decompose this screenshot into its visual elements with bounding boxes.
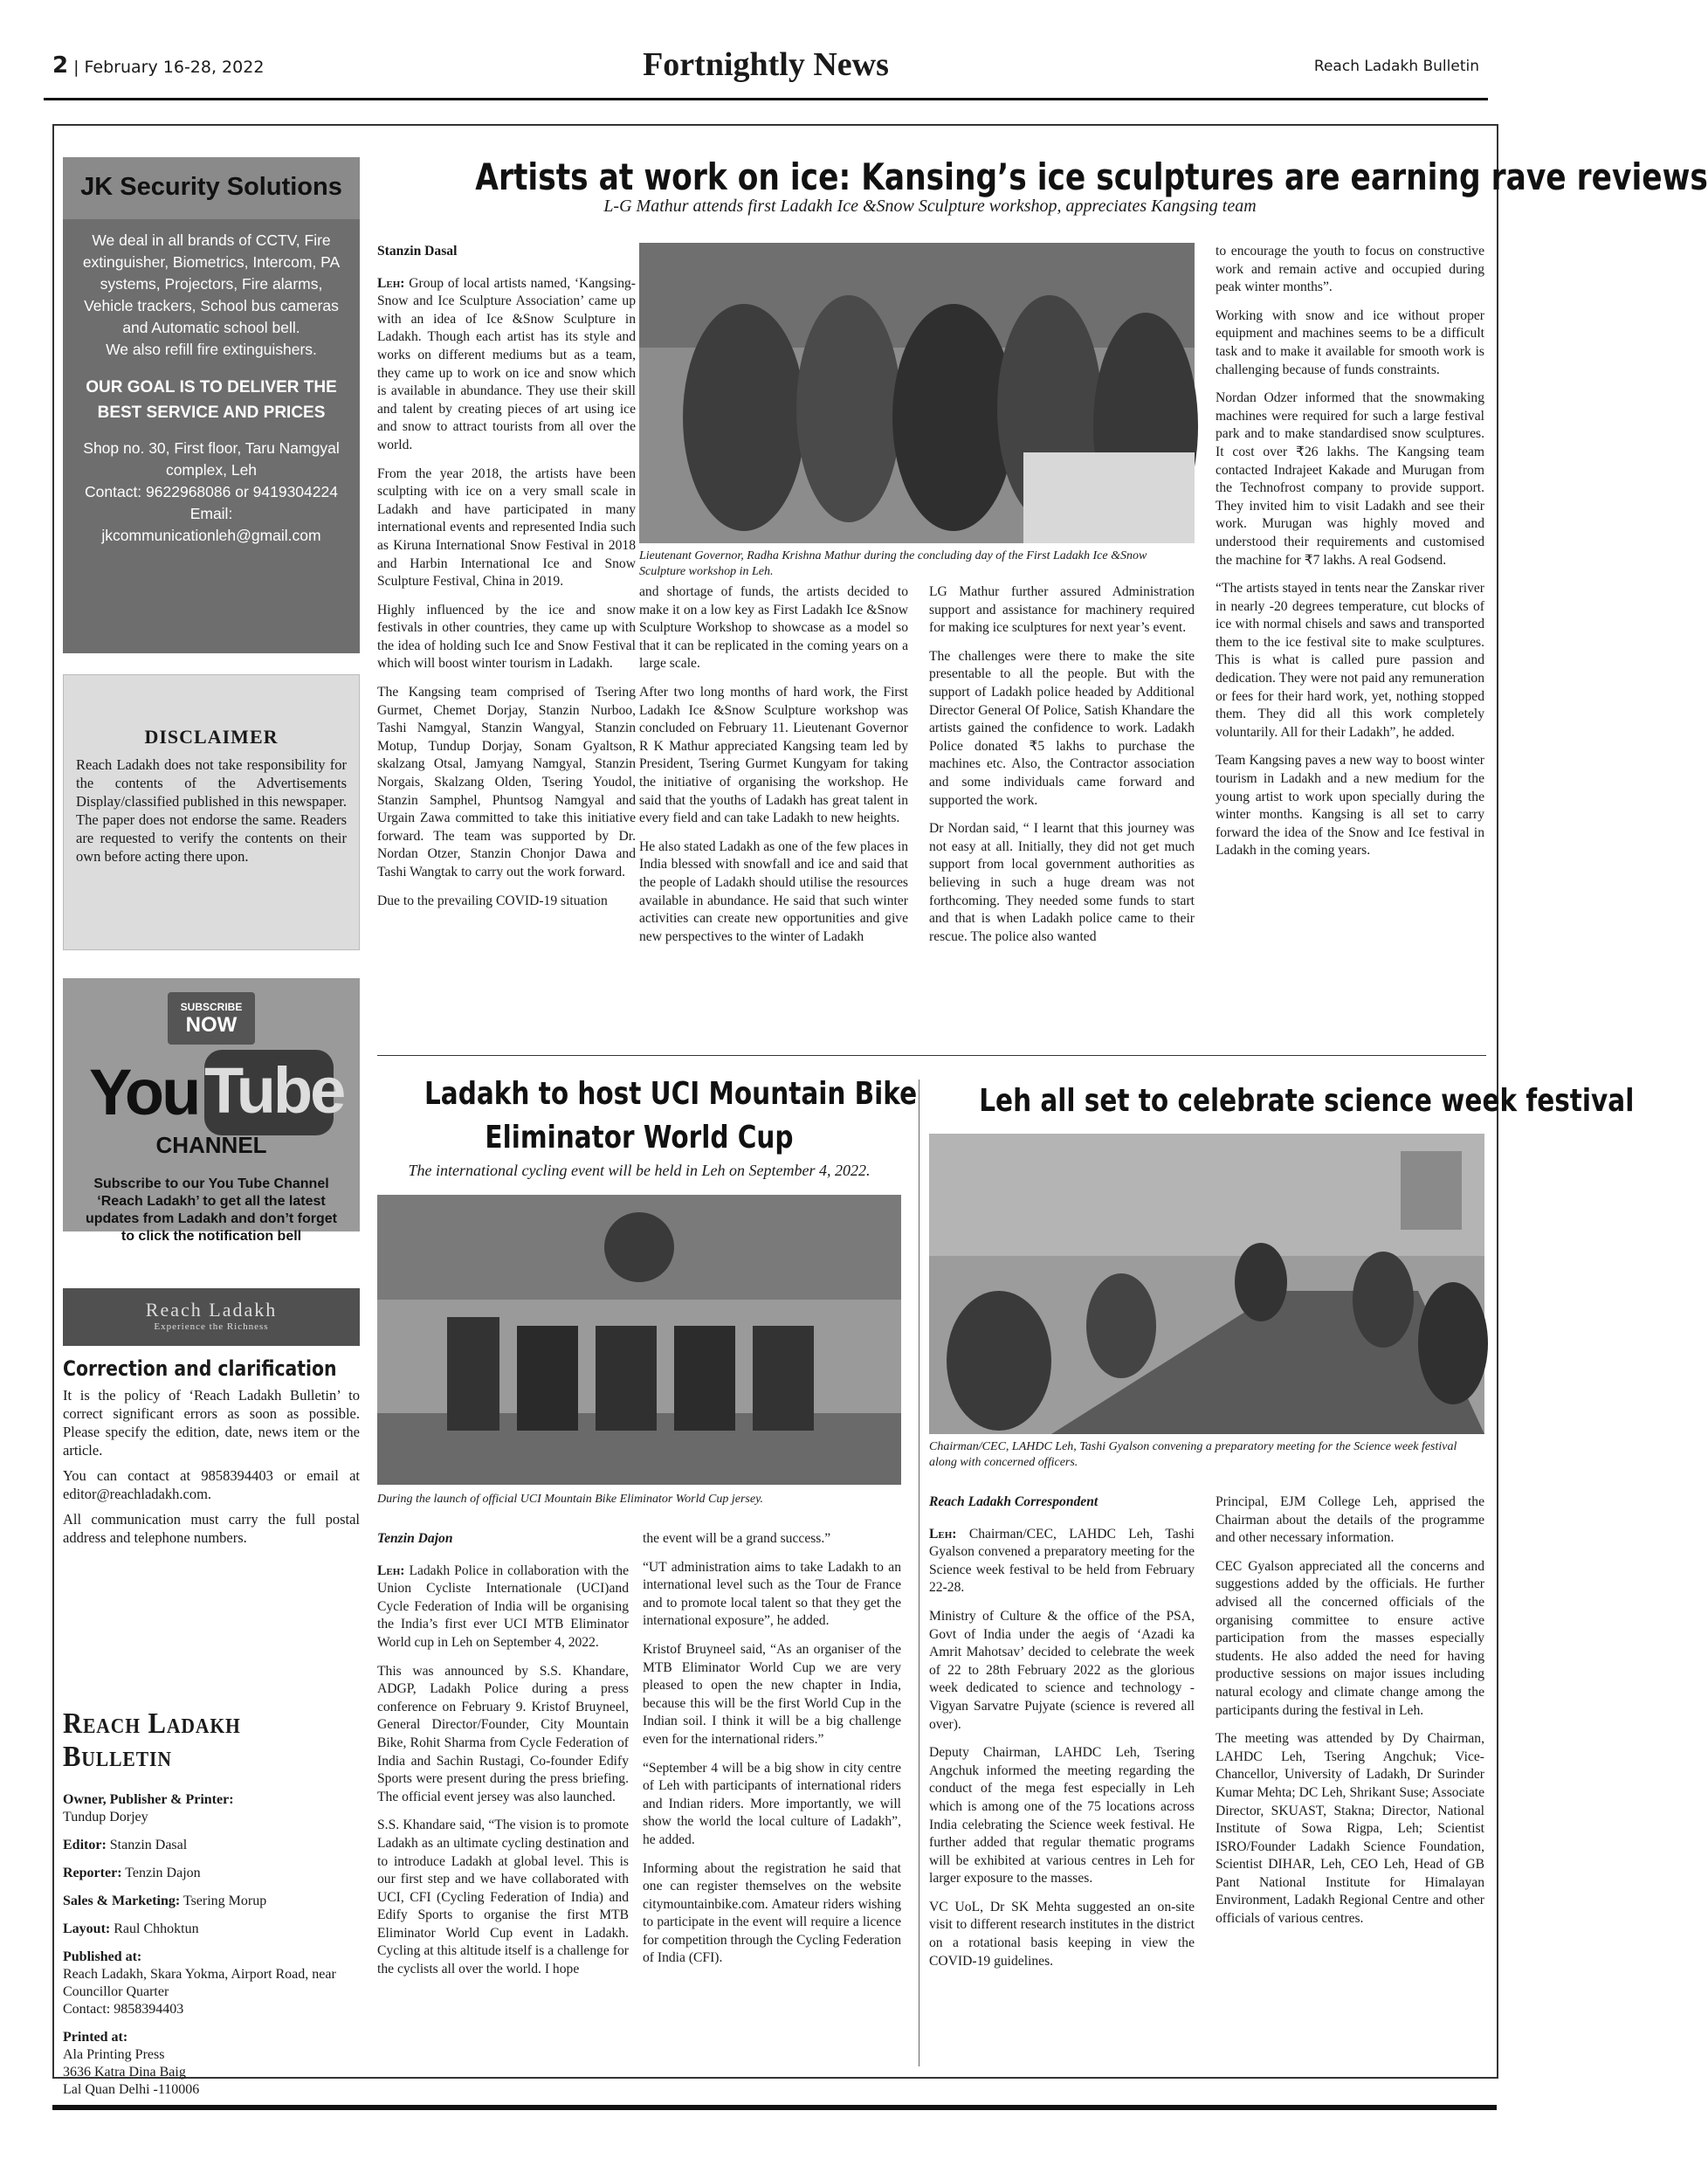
issue-date: | February 16-28, 2022 [73,58,265,77]
article1-c1p2: From the year 2018, the artists have been sculpting with ice on a very small scale in Ladakh and have participated in many international events and represented India such as Kiruna International Snow Festival in 2018 and Harbin International Ice and Snow Sculpture Festival, China in 2019. [377,466,636,590]
article2-photo-caption: During the launch of official UCI Mountain Bike Eliminator World Cup jersey. [377,1493,764,1506]
article1-c4p1: to encourage the youth to focus on constructive work and remain active and occupied during peak winter months”. [1216,244,1484,295]
article1-c1p3: Highly influenced by the ice and snow festivals in other countries, they came up with the idea of holding such Ice and Snow Festival which will boost winter tourism in Ladakh. [377,602,636,672]
uci-jersey-launch-photo [377,1195,901,1485]
article2-c2p4: “September 4 will be a big show in city centre of Leh with participants of international riders and Indian riders. More importantly, we will show the world the local culture of Ladakh”, he added. [643,1760,901,1847]
correction-p1: It is the policy of ‘Reach Ladakh Bulletin’ to correct significant errors as soon as possible. Please specify the edition, date, news item or the article. [63,1387,360,1459]
printed-1: Ala Printing Press [63,2047,165,2062]
editor: Stanzin Dasal [109,1838,188,1852]
article1-col2 [639,583,908,956]
article3-photo-caption: Chairman/CEC, LAHDC Leh, Tashi Gyalson convening a preparatory meeting for the Science week festival along with concerned officers. [929,1440,1457,1469]
article2-c1p3: S.S. Khandare said, “The vision is to promote Ladakh as an ultimate cycling destination and to introduce Ladakh at global level. This is our first step and we have collaborated with UCI, CFI (Cycling Federation of India) and Edify Sports to organise the first MTB Eliminator World Cup event in Ladakh. Cycling at this altitude itself is a challenge for the cyclists all over the world. I hope [377,1818,629,1977]
article1-c4p2: Working with snow and ice without proper equipment and machines seems to be a difficult task and to make it available for smooth work is challenging because of funds constraints. [1216,307,1484,377]
disclaimer-title: DISCLAIMER [144,726,279,748]
correction-title: Correction and clarification [63,1356,337,1381]
youtube-logo-tube: Tube [204,1050,334,1135]
article3-c1p2: Ministry of Culture & the office of the PSA, Govt of India under the aegis of ‘Azadi ka Amrit Mahotsav’ decided to celebrate the week of 22 to 28th February 2022 as the glorious week dedicated to science and technology - Vigyan Sarvatre Pujyate (science is revered all over). [929,1608,1195,1732]
reporter-label: Reporter: [63,1866,122,1880]
sales: Tsering Morup [183,1894,267,1908]
article1-c1p5: Due to the prevailing COVID-19 situation [377,893,608,908]
article1-dateline: Leh: [377,275,405,291]
article2-dateline: Leh: [377,1562,405,1578]
article1-byline: Stanzin Dasal [377,244,458,259]
youtube-ad-text: Subscribe to our You Tube Channel ‘Reach Ladakh’ to get all the latest updates from Ladakh and don’t forget to click the notification bell [85,1176,337,1244]
article-divider [377,1055,1486,1056]
article3-c2p1: Principal, EJM College Leh, apprised the Chairman about the details of the programme and other necessary information. [1216,1494,1484,1546]
article1-photo-caption: Lieutenant Governor, Radha Krishna Mathur during the concluding day of the First Ladakh Ice &Snow Sculpture workshop in Leh. [639,549,1147,578]
article1-photo [639,243,1195,543]
printed-3: Lal Quan Delhi -110006 [63,2082,200,2097]
layout-label: Layout: [63,1921,111,1936]
article3-dateline: Leh: [929,1526,957,1542]
footer-rule [52,2105,1497,2110]
article1-c3p2: The challenges were there to make the site presentable to all the people. But with the support of Ladakh police headed by Additional Director General Of Police, Satish Khandare the artists gained the confidence to work. Ladakh Police donated ₹5 lakhs to purchase the machines etc. Also, the Contractor association and some individuals came forward and supported the work. [929,648,1195,808]
article3-photo [929,1134,1484,1434]
ad-email-label: Email: [189,505,233,522]
article1-c3p1: LG Mathur further assured Administration support and assistance for machinery required for making ice sculptures for next year’s event. [929,584,1195,636]
article1-c4p4: “The artists stayed in tents near the Zanskar river in nearly -20 degrees temperature, cut blocks of ice with normal chisels and saws and transported them to the ice festival site to make sculptures. This is what is called pure passion and dedication. They were not paid any remuneration or fees for their hard work, yet, nothing stopped them. They did all this work completely voluntarily. All for their Ladakh”, he added. [1216,581,1484,740]
article3-c1p1: Chairman/CEC, LAHDC Leh, Tashi Gyalson convened a preparatory meeting for the Science week festival to be held from February 22-28. [929,1526,1195,1596]
correction-p3: All communication must carry the full postal address and telephone numbers. [63,1511,360,1546]
ad-title: JK Security Solutions [63,157,360,219]
layout-person: Raul Chhoktun [114,1921,199,1936]
article2-byline: Tenzin Dajon [377,1531,453,1546]
article2-c2p5: Informing about the registration he said that one can register themselves on the website citymountainbike.com. Amateur riders wishing to participate in the event will require a licence for competition through the Cycling Federation of India (CFI). [643,1860,901,1966]
printed-label: Printed at: [63,2030,128,2045]
ad-body: We deal in all brands of CCTV, Fire extinguisher, Biometrics, Intercom, PA systems, Projectors, Fire alarms, Vehicle trackers, School bus cameras and Automatic school bell. [82,231,341,336]
article1-c4p3: Nordan Odzer informed that the snowmaking machines were required for such a large festival park and to make standardised snow sculptures. It cost over ₹26 lakhs. The Kangsing team contacted Indrajeet Kakade and Murugan from the Technofrost company to provide support. They invited him to visit Ladakh and see their work. Murugan was highly moved and understood their requirements and customised the machine for ₹7 lakhs. A real Godsend. [1216,390,1484,568]
article1-c2p1: and shortage of funds, the artists decided to make it on a low key as First Ladakh Ice &Snow Sculpture Workshop to showcase as a model so that it can be replicated in the coming years on a large scale. [639,584,908,672]
article1-c4p5: Team Kangsing paves a new way to boost winter tourism in Ladakh and a new medium for the young artist to work upon specially during the winter months. Kangsing is all set to carry forward the idea of the Snow and Ice festival in Ladakh in the coming years. [1216,753,1484,859]
ad-address: Shop no. 30, First floor, Taru Namgyal complex, Leh [83,439,340,479]
logo-tagline: Experience the Richness [154,1321,269,1332]
article3-headline: Leh all set to celebrate science week festival [979,1083,1635,1119]
article2-c1p2: This was announced by S.S. Khandare, ADGP, Ladakh Police during a press conference on February 9. Kristof Bruyneel, General Director/Founder, City Mountain Bike, Rohit Sharma from Cycle Federation of India and Sachin Rustagi, Co-founder Edify Sports were present during the press briefing. The official event jersey was also launched. [377,1663,629,1804]
jk-security-ad [63,157,360,653]
article3-c2p2: CEC Gyalson appreciated all the concerns and suggestions added by the officials. He further advised all the concerned officials of the organising committee to ensure active participation from the masses especially students. He also added the need for having productive sessions on major issues including natural ecology and climate change among the participants during the festival in Leh. [1216,1558,1484,1718]
article2-c2p2: “UT administration aims to take Ladakh to an international level such as the Tour de France and to promote local talent so that they get the international exposure”, he added. [643,1559,901,1629]
youtube-ad [63,978,360,1244]
article2-subhead: The international cycling event will be held in Leh on September 4, 2022. [408,1162,871,1179]
article1-c1p1: Group of local artists named, ‘Kangsing-Snow and Ice Sculpture Association’ came up with an idea of Ice &Snow Sculpture in Ladakh. Though each artist has its style and works on different mediums but as a team, they came up to work on ice and snow which is available in abundance. They use their skill and talent by creating pieces of art using ice and snow to attract tourists from all over the world. [377,275,636,452]
publication-name: Reach Ladakh Bulletin [1313,58,1479,75]
article2-headline-line2: Eliminator World Cup [485,1120,794,1155]
article2-c1p1: Ladakh Police in collaboration with the Union Cycliste Internationale (UCI)and Cycle Federation of India will be organising the India’s first ever UCI MTB Eliminator World cup in Leh on September 4, 2022. [377,1562,629,1650]
masthead [63,1707,360,2097]
owner-label: Owner, Publisher & Printer: [63,1792,234,1807]
article3-col2 [1216,1493,1484,1939]
article2-col2 [643,1530,901,1978]
article3-c2p3: The meeting was attended by Dy Chairman, LAHDC Leh, Tsering Angchuk; Vice-Chancellor, University of Ladakh, Dr Surinder Kumar Mehta; DC Leh, Shrikant Suse; Associate Director, SKUAST, Stakna; Director, National Institute of Sowa Rigpa, Leh; Scientist ISRO/Founder Ladakh Science Foundation, Scientist DIHAR, Leh, CEO Leh, Head of GB Pant National Institute for Himalayan Environment, Ladakh Regional Centre and other officials of various centres. [1216,1731,1484,1927]
reach-ladakh-logo [63,1288,360,1346]
correction-box [63,1288,360,1576]
section-title: Fortnightly News [643,46,889,83]
page-number: 2 [52,52,69,79]
disclaimer-text: Reach Ladakh does not take responsibility for the contents of the Advertisements Display/classified published in this newspaper. The paper does not endorse the same. Readers are requested to verify the contents on their own before acting there upon. [76,756,347,865]
correction-p2: You can contact at 9858394403 or email at editor@reachladakh.com. [63,1467,360,1502]
sales-label: Sales & Marketing: [63,1894,181,1908]
article1-headline: Artists at work on ice: Kansing’s ice sculptures are earning rave reviews [475,155,1708,198]
ice-sculpture-photo [639,243,1195,543]
published-label: Published at: [63,1949,142,1964]
article2-col1 [377,1530,629,1990]
article3-c1p3: Deputy Chairman, LAHDC Leh, Tsering Angchuk informed the meeting regarding the conduct of the mega fest especially in Leh which is among one of the 75 locations across India celebrating the Science week festival. He further added that regular thematic programs will be exhibited at various centres in Leh for larger exposure to the masses. [929,1745,1195,1887]
article1-c2p2: After two long months of hard work, the First Ladakh Ice &Snow Sculpture workshop was concluded on February 11. Lieutenant Governor R K Mathur appreciated Kangsing team led by President, Tsering Gurmet Kungyam for taking the initiative of organising the workshop. He said that the youths of Ladakh has great talent in every field and can take Ladakh to new heights. [639,684,908,826]
article3-byline: Reach Ladakh Correspondent [929,1494,1098,1509]
subscribe-badge [168,992,255,1045]
published-contact: Contact: 9858394403 [63,2002,184,2017]
printed-2: 3636 Katra Dina Baig [63,2065,186,2080]
youtube-logo-you: You [89,1056,199,1128]
article1-c1p4: The Kangsing team comprised of Tsering Gurmet, Chemet Dorjay, Stanzin Nurboo, Tashi Namgyal, Stanzin Wangyal, Stanzin Motup, Tundup Dorjay, Sonam Gyaltson, skalzang Otsal, Jamyang Namgyal, Stanzin Norgais, Skalzang Olden, Tsering Youdol, Stanzin Samphel, Phuntsog Namgyal and Urgain Zawa committed to take this initiative forward. The team was supported by Dr. Nordan Otzer, Stanzin Chonjor Dawa and Tashi Wangtak to carry out the work forward. [377,685,636,880]
article2-headline-line1: Ladakh to host UCI Mountain Bike [424,1076,918,1112]
header-rule [44,98,1488,100]
badge-bottom: NOW [185,1013,238,1037]
masthead-title: Reach Ladakh Bulletin [63,1707,241,1773]
ad-body-refill: We also refill fire extinguishers. [106,341,317,358]
ad-contact: Contact: 9622968086 or 9419304224 [85,483,338,500]
youtube-channel-label: CHANNEL [155,1132,267,1158]
article2-c2p3: Kristof Bruyneel said, “As an organiser of the MTB Eliminator World Cup we are very pleased to open the new chapter in India, because this will be the first World Cup in the Indian soil. I think it will be a big challenge even for the international riders.” [643,1641,901,1747]
logo-text: Reach Ladakh [145,1299,278,1321]
article2-photo [377,1195,901,1485]
article1-col4 [1216,243,1484,871]
badge-top: SUBSCRIBE [180,1001,243,1013]
article1-c2p3: He also stated Ladakh as one of the few places in India blessed with snowfall and ice and said that the people of Ladakh should utilise the resources available in abundance. He said that such winter activities can create new opportunities and give new perspectives to the winter of Ladakh [639,838,908,944]
article1-col3 [929,583,1195,956]
ad-goal: OUR GOAL IS TO DELIVER THE BEST SERVICE AND PRICES [86,378,337,422]
reporter: Tenzin Dajon [125,1866,201,1880]
science-week-meeting-photo [929,1134,1484,1434]
ad-email: jkcommunicationleh@gmail.com [101,527,321,544]
article3-col1 [929,1493,1195,1981]
published-address: Reach Ladakh, Skara Yokma, Airport Road, near Councillor Quarter [63,1967,336,1999]
disclaimer-box [63,674,360,950]
article1-c3p3: Dr Nordan said, “ I learnt that this journey was not easy at all. Initially, they did not get much support from local government authorities as believing in such a huge dream was not forthcoming. They needed some funds to start and that is when Ladakh police came to their rescue. The police also wanted [929,821,1195,944]
editor-label: Editor: [63,1838,107,1852]
article3-c1p4: VC UoL, Dr SK Mehta suggested an on-site visit to different research institutes in the district on a rotational basis keeping in view the COVID-19 guidelines. [929,1899,1195,1969]
article2-c2p1: the event will be a grand success.” [643,1531,831,1546]
owner: Tundup Dorjey [63,1810,148,1825]
article1-col1 [377,243,636,921]
article1-subhead: L-G Mathur attends first Ladakh Ice &Snow Sculpture workshop, appreciates Kangsing team [603,197,1257,216]
